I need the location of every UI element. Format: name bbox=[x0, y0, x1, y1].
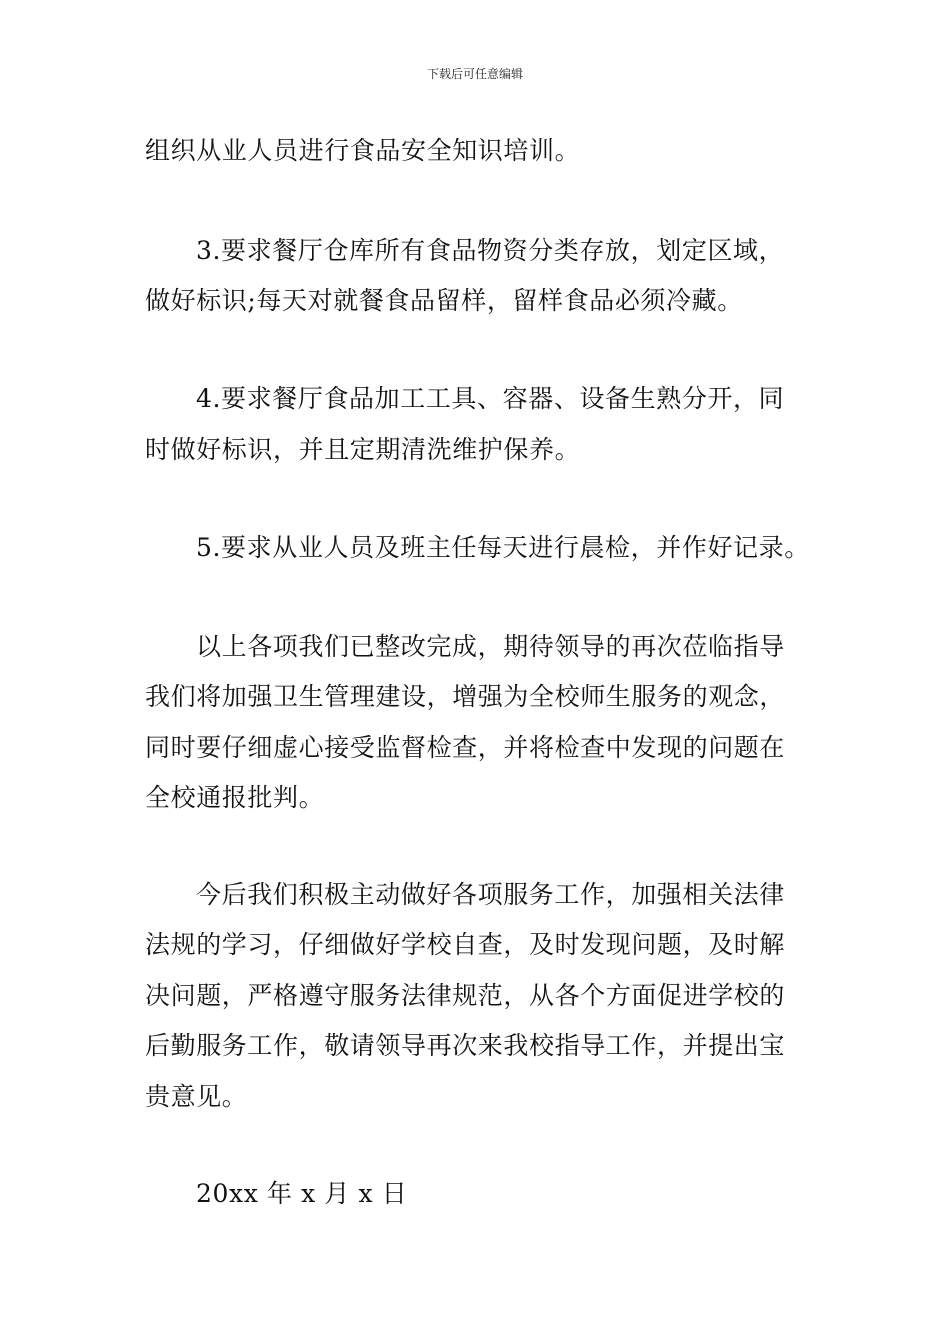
paragraph-line: 4.要求餐厅食品加工工具、容器、设备生熟分开，同 bbox=[196, 384, 785, 413]
paragraph-line: 组织从业人员进行食品安全知识培训。 bbox=[145, 136, 581, 165]
paragraph-line: 同时要仔细虚心接受监督检查，并将检查中发现的问题在 bbox=[145, 733, 786, 762]
paragraph-line: 法规的学习，仔细做好学校自查，及时发现问题，及时解 bbox=[145, 930, 786, 959]
paragraph-line: 今后我们积极主动做好各项服务工作，加强相关法律 bbox=[196, 880, 785, 909]
date-line: 20xx 年 x 月 x 日 bbox=[196, 1179, 408, 1208]
paragraph-line: 我们将加强卫生管理建设，增强为全校师生服务的观念， bbox=[145, 682, 786, 711]
paragraph-line: 全校通报批判。 bbox=[145, 783, 325, 812]
paragraph-line: 3.要求餐厅仓库所有食品物资分类存放，划定区域， bbox=[196, 236, 785, 265]
paragraph-line: 贵意见。 bbox=[145, 1082, 248, 1111]
paragraph-line: 后勤服务工作，敬请领导再次来我校指导工作，并提出宝 bbox=[145, 1031, 786, 1060]
paragraph-line: 以上各项我们已整改完成，期待领导的再次莅临指导 bbox=[196, 632, 785, 661]
page-header-note: 下载后可任意编辑 bbox=[426, 67, 523, 81]
paragraph-line: 做好标识;每天对就餐食品留样，留样食品必须冷藏。 bbox=[145, 286, 743, 315]
paragraph-line: 5.要求从业人员及班主任每天进行晨检，并作好记录。 bbox=[196, 533, 810, 562]
paragraph-line: 决问题，严格遵守服务法律规范，从各个方面促进学校的 bbox=[145, 981, 786, 1010]
paragraph-line: 时做好标识，并且定期清洗维护保养。 bbox=[145, 435, 581, 464]
